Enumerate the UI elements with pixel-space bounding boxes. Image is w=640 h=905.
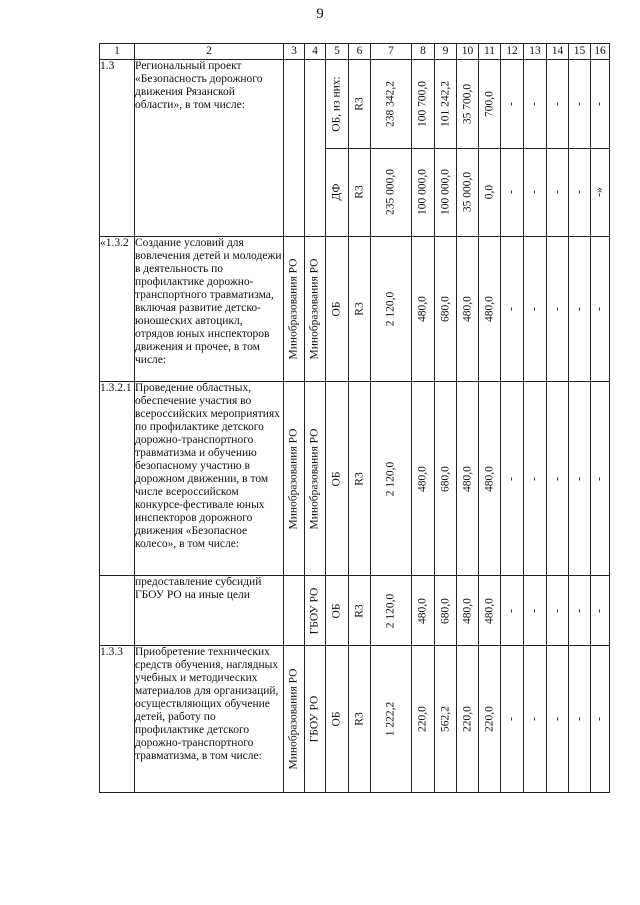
value-cell: - [569,382,591,576]
value-cell: 562,2 [435,646,457,793]
row-number: «1.3.2 [100,237,135,382]
table-row [100,576,610,646]
table-row [100,382,610,576]
value-cell: - [524,237,547,382]
funding-source-cell: ОБ, из них: ДФ [326,60,349,237]
row-number [100,576,135,646]
value-cell: 680,0 [435,382,457,576]
value-cell: - - [569,60,591,237]
col-header: 12 [501,44,524,60]
code-cell: R3 R3 [349,60,371,237]
value-cell: 220,0 [412,646,435,793]
value-cell: 2 120,0 [371,237,412,382]
col-header: 15 [569,44,591,60]
value-cell: - - [524,60,547,237]
value-cell: 35 700,0 35 000,0 [457,60,479,237]
value-cell: - [569,237,591,382]
value-cell: - [501,382,524,576]
value-cell: 480,0 [457,237,479,382]
code-cell: R3 [349,237,371,382]
col-header: 6 [349,44,371,60]
funding-source-cell: ОБ [326,576,349,646]
col-header: 4 [305,44,326,60]
value-cell: 480,0 [479,382,501,576]
funding-source-cell: ОБ [326,237,349,382]
row-title: Региональный проект «Безопасность дорожного движения Рязанской области», в том числе: [135,60,284,237]
value-cell: - [591,646,610,793]
header-row [100,44,610,60]
value-cell: 480,0 [412,576,435,646]
value-cell: - - [547,60,569,237]
value-cell: - [501,576,524,646]
code-cell: R3 [349,576,371,646]
row-title: Проведение областных, обеспечение участия во всероссийских мероприятиях по профилактике детского дорожно-транспортного травматизма и обучению безопасному участию в дорожном движении, в том числе всероссийском конкурсе-фестивале юных инспекторов дорожного движения «Безопасное колесо», в том числе: [135,382,284,576]
value-cell: 220,0 [457,646,479,793]
responsible-cell [284,60,305,237]
value-cell: 480,0 [412,382,435,576]
col-header: 10 [457,44,479,60]
value-cell: - [569,576,591,646]
value-cell: 480,0 [457,576,479,646]
value-cell: - [547,382,569,576]
table-row [100,646,610,793]
value-cell: - [501,646,524,793]
row-number: 1.3 [100,60,135,237]
value-cell: 2 120,0 [371,382,412,576]
value-cell: 2 120,0 [371,576,412,646]
responsible-cell [284,576,305,646]
executor-cell: Минобразования РО [305,237,326,382]
value-cell: - [569,646,591,793]
row-title: Создание условий для вовлечения детей и молодежи в деятельность по профилактике дорожно-транспортного травматизма, включая развитие детско-юношеских автоцикл, отрядов юных инспекторов движения и прочее, в том числе: [135,237,284,382]
executor-cell [305,60,326,237]
value-cell: - [591,237,610,382]
page-number: 9 [316,6,324,22]
table-row [100,60,610,237]
value-cell: 680,0 [435,576,457,646]
value-cell: 480,0 [479,237,501,382]
row-title: Приобретение технических средств обучения, наглядных учебных и методических материалов для организаций, осуществляющих обучение детей, работу по профилактике детского дорожно-транспортного травматизма, в том числе: [135,646,284,793]
code-cell: R3 [349,382,371,576]
value-cell: 480,0 [412,237,435,382]
value-cell: - [591,576,610,646]
executor-cell: ГБОУ РО [305,646,326,793]
value-cell: 238 342,2 235 000,0 [371,60,412,237]
executor-cell: ГБОУ РО [305,576,326,646]
value-cell: 220,0 [479,646,501,793]
funding-source-cell: ОБ [326,646,349,793]
value-cell: - [591,382,610,576]
value-cell: - [501,237,524,382]
responsible-cell: Минобразования РО [284,646,305,793]
col-header: 1 [100,44,135,60]
col-header: 7 [371,44,412,60]
value-cell: 700,0 0,0 [479,60,501,237]
responsible-cell: Минобразования РО [284,382,305,576]
value-cell: 101 242,2 100 000,0 [435,60,457,237]
col-header: 9 [435,44,457,60]
responsible-cell: Минобразования РО [284,237,305,382]
value-cell: 100 700,0 100 000,0 [412,60,435,237]
col-header: 14 [547,44,569,60]
value-cell: - - [501,60,524,237]
row-number: 1.3.3 [100,646,135,793]
funding-source-cell: ОБ [326,382,349,576]
value-cell: 1 222,2 [371,646,412,793]
executor-cell: Минобразования РО [305,382,326,576]
col-header: 13 [524,44,547,60]
table-row [100,237,610,382]
col-header: 8 [412,44,435,60]
value-cell: - [524,646,547,793]
value-cell: 480,0 [479,576,501,646]
value-cell: - [524,382,547,576]
row-number: 1.3.2.1 [100,382,135,576]
row-title: предоставление субсидий ГБОУ РО на иные цели [135,576,284,646]
col-header: 11 [479,44,501,60]
col-header: 16 [591,44,610,60]
value-cell: 480,0 [457,382,479,576]
col-header: 5 [326,44,349,60]
value-cell: 680,0 [435,237,457,382]
value-cell: - [547,576,569,646]
value-cell: - -» [591,60,610,237]
budget-table [99,43,610,793]
value-cell: - [547,646,569,793]
value-cell: - [547,237,569,382]
value-cell: - [524,576,547,646]
code-cell: R3 [349,646,371,793]
col-header: 2 [135,44,284,60]
col-header: 3 [284,44,305,60]
